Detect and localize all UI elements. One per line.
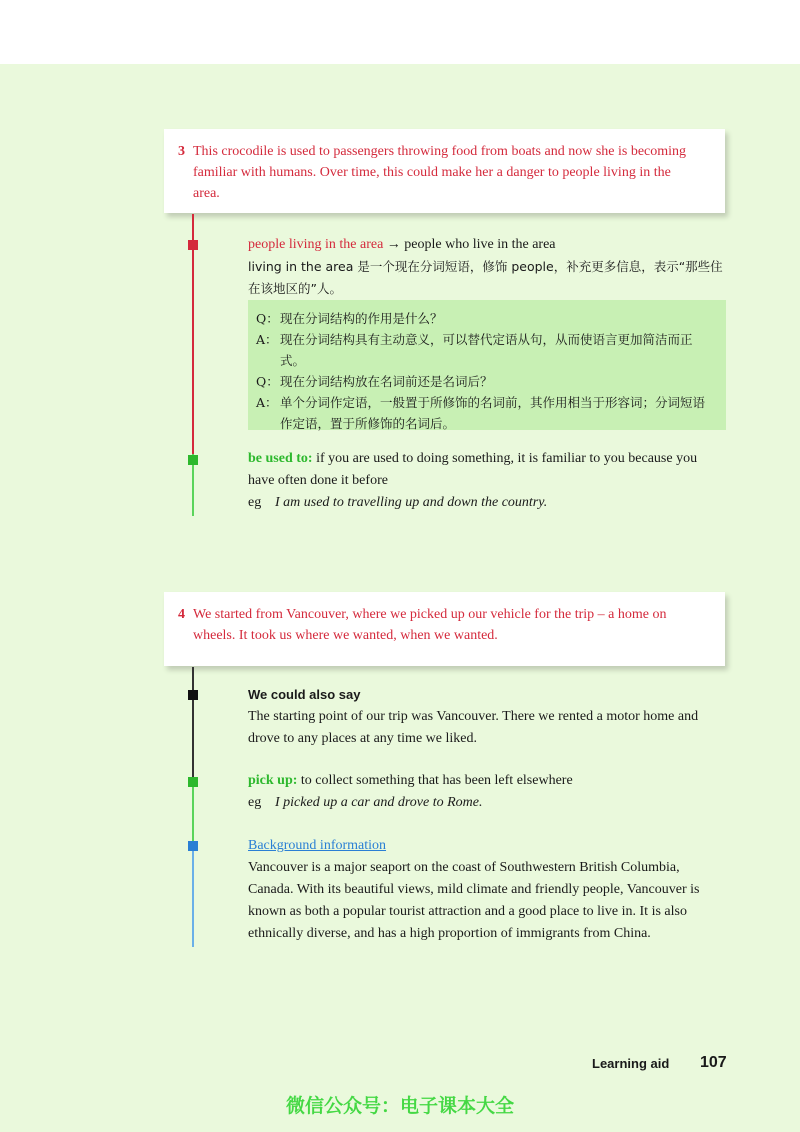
top-margin [0, 0, 800, 64]
eg-label: eg [248, 495, 262, 510]
qa-row [248, 329, 726, 371]
highlight-phrase: people living in the area [248, 237, 384, 252]
note-be-used-to [248, 448, 725, 514]
qa-label: A： [256, 395, 278, 410]
rewrite-phrase: people who live in the area [404, 237, 556, 252]
vocab-definition: if you are used to doing something, it is familiar to you because you have often done it before [248, 451, 698, 488]
blue-square-marker [188, 841, 198, 851]
sentence-card-4 [164, 592, 725, 666]
footer-label: Learning aid [592, 1056, 670, 1071]
page-number: 107 [700, 1054, 727, 1071]
qa-label: A： [256, 332, 278, 347]
example-sentence: I picked up a car and drove to Rome. [275, 795, 483, 810]
green-square-marker [188, 455, 198, 465]
sentence-text: We started from Vancouver, where we picked up our vehicle for the trip – a home on wheels. It took us where we wanted, when we wanted. [193, 607, 667, 643]
green-square-marker [188, 777, 198, 787]
note-could-also-say [248, 684, 725, 750]
vocab-term: pick up: [248, 773, 298, 788]
timeline-line-green [192, 779, 194, 843]
timeline-line-black [192, 667, 194, 779]
qa-text: 单个分词作定语，一般置于所修饰的名词前，其作用相当于形容词；分词短语作定语，置于所修饰的名词后。 [280, 395, 706, 431]
qa-text: 现在分词结构具有主动意义，可以替代定语从句，从而使语言更加简洁而正式。 [280, 332, 693, 368]
qa-row [248, 392, 726, 434]
note-background-information [248, 835, 725, 945]
sentence-card-3 [164, 129, 725, 213]
black-square-marker [188, 690, 198, 700]
sentence-number: 4 [178, 607, 185, 622]
red-square-marker [188, 240, 198, 250]
sentence-number: 3 [178, 144, 185, 159]
eg-label: eg [248, 795, 262, 810]
arrow-icon: → [386, 237, 401, 252]
note-title: We could also say [248, 687, 361, 702]
qa-box [248, 300, 726, 430]
qa-text: 现在分词结构放在名词前还是名词后？ [280, 374, 493, 389]
qa-label: Q： [256, 311, 279, 326]
vocab-term: be used to: [248, 451, 313, 466]
timeline-line-red [192, 214, 194, 454]
qa-text: 现在分词结构的作用是什么？ [280, 311, 443, 326]
vocab-definition: to collect something that has been left elsewhere [300, 773, 573, 788]
example-sentence: I am used to travelling up and down the country. [275, 495, 548, 510]
watermark-text: 微信公众号：电子课本大全 [285, 1095, 514, 1117]
background-information-link[interactable]: Background information [248, 838, 387, 853]
qa-row [248, 371, 726, 392]
note-pick-up [248, 770, 725, 814]
note-participle-phrase [248, 234, 725, 300]
qa-label: Q： [256, 374, 279, 389]
qa-row [248, 308, 726, 329]
note-text: The starting point of our trip was Vancouver. There we rented a motor home and drove to any places at any time we liked. [248, 709, 699, 746]
chinese-explanation: living in the area 是一个现在分词短语，修饰 people，补充更多信息，表示“那些住在该地区的”人。 [248, 259, 723, 296]
timeline-line-blue [192, 843, 194, 947]
note-text: Vancouver is a major seaport on the coast of Southwestern British Columbia, Canada. With its beautiful views, mild climate and friendly people, Vancouver is known as both a popular tourist attraction and a good place to live in. It is also ethnically diverse, and has a high proportion of immigrants from China. [248, 860, 700, 941]
sentence-text: This crocodile is used to passengers throwing food from boats and now she is becoming familiar with humans. Over time, this could make her a danger to people living in the area. [193, 144, 687, 201]
